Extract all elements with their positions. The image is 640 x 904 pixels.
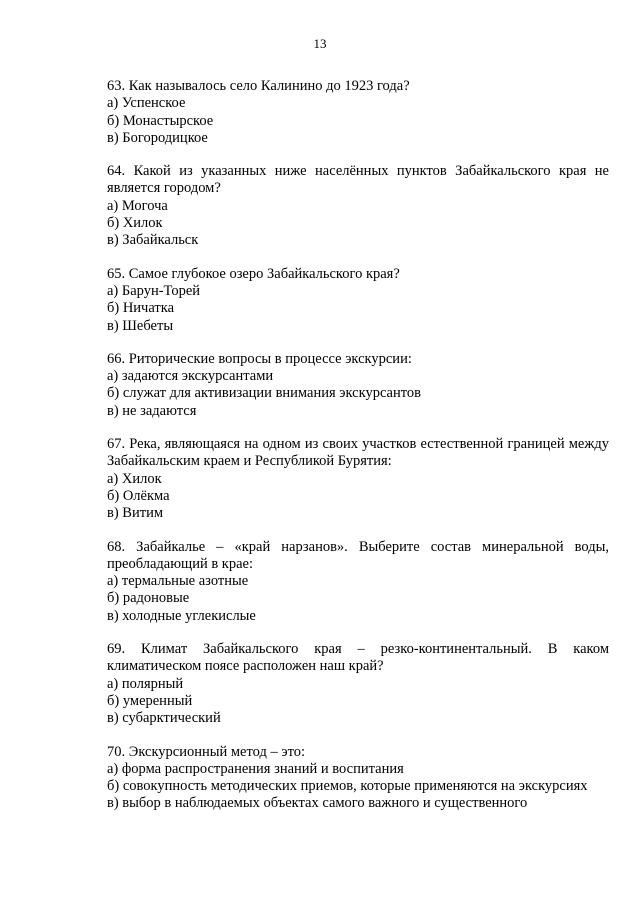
question-65 xyxy=(107,266,609,335)
answer-option: в) Богородицкое xyxy=(107,129,208,146)
answer-option: а) термальные азотные xyxy=(107,573,249,590)
answer-option: б) Олёкма xyxy=(107,487,170,504)
question-text: 67. Река, являющаяся на одном из своих участков естественной границей между Забайкальским краем и Республикой Бурятия: xyxy=(107,436,609,470)
question-text: 70. Экскурсионный метод – это: xyxy=(107,743,305,760)
answer-option: б) Монастырское xyxy=(107,112,214,129)
question-text: 64. Какой из указанных ниже населённых пунктов Забайкальского края не является городом? xyxy=(107,163,609,197)
answer-option: б) умеренный xyxy=(107,692,193,709)
question-text: 65. Самое глубокое озеро Забайкальского края? xyxy=(107,265,400,282)
answer-option: б) Хилок xyxy=(107,215,163,232)
answer-option: в) Шебеты xyxy=(107,317,174,334)
question-64 xyxy=(107,163,609,249)
answer-option: б) Ничатка xyxy=(107,300,175,317)
answer-option: а) Барун-Торей xyxy=(107,282,201,299)
answer-option: в) не задаются xyxy=(107,402,197,419)
page-number: 13 xyxy=(313,36,327,51)
questions-list xyxy=(107,78,609,829)
question-68 xyxy=(107,539,609,625)
question-67 xyxy=(107,436,609,522)
question-69 xyxy=(107,641,609,727)
answer-option: в) субарктический xyxy=(107,710,221,727)
question-63 xyxy=(107,78,609,147)
question-text: 66. Риторические вопросы в процессе экскурсии: xyxy=(107,350,412,367)
answer-option: а) форма распространения знаний и воспитания xyxy=(107,760,404,777)
answer-option: а) Хилок xyxy=(107,470,162,487)
answer-option: а) Могоча xyxy=(107,197,168,214)
answer-option: а) полярный xyxy=(107,675,184,692)
question-text: 69. Климат Забайкальского края – резко-континентальный. В каком климатическом поясе расположен наш край? xyxy=(107,641,609,675)
answer-option: б) служат для активизации внимания экскурсантов xyxy=(107,385,421,402)
question-text: 68. Забайкалье – «край нарзанов». Выберите состав минеральной воды, преобладающий в крае: xyxy=(107,538,609,572)
answer-option: а) задаются экскурсантами xyxy=(107,368,274,385)
answer-option: в) Забайкальск xyxy=(107,232,199,249)
question-text: 63. Как называлось село Калинино до 1923 года? xyxy=(107,78,410,94)
answer-option: в) холодные углекислые xyxy=(107,607,256,624)
answer-option: а) Успенское xyxy=(107,95,186,112)
answer-option: б) совокупность методических приемов, которые применяются на экскурсиях xyxy=(107,778,588,795)
question-66 xyxy=(107,351,609,420)
answer-option: в) Витим xyxy=(107,505,164,522)
answer-option: б) радоновые xyxy=(107,590,190,607)
answer-option: в) выбор в наблюдаемых объектах самого важного и существенного xyxy=(107,795,528,812)
question-70 xyxy=(107,744,609,813)
